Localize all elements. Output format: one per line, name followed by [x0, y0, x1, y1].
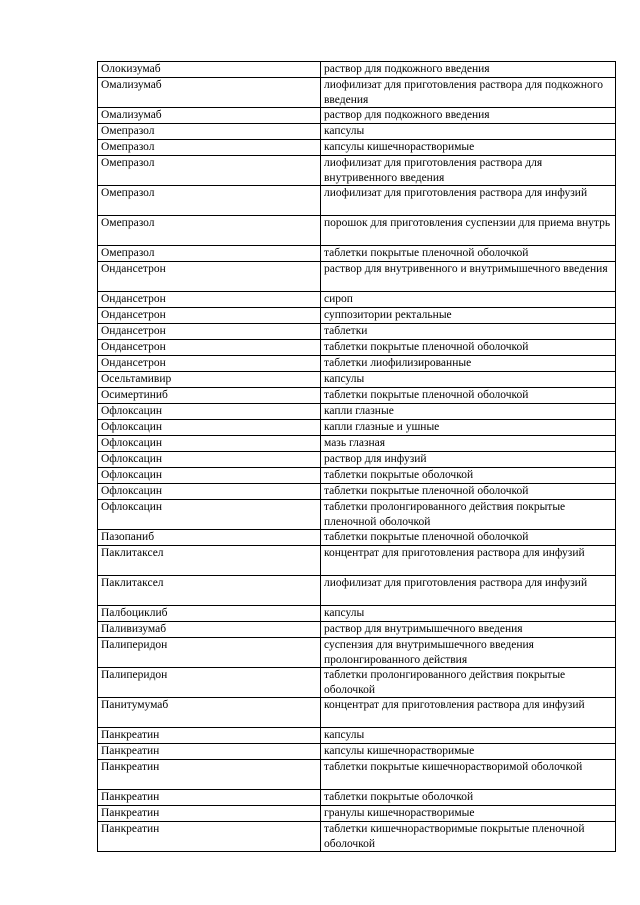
table-row — [98, 484, 616, 500]
drug-name-cell: Офлоксацин — [98, 484, 321, 500]
table-row — [98, 246, 616, 262]
dosage-form-cell: лиофилизат для приготовления раствора для инфузий — [321, 186, 616, 216]
dosage-form-cell: таблетки пролонгированного действия покрытые пленочной оболочкой — [321, 500, 616, 530]
drug-name-cell: Пазопаниб — [98, 530, 321, 546]
dosage-form-cell: таблетки покрытые оболочкой — [321, 790, 616, 806]
dosage-form-cell: раствор для внутримышечного введения — [321, 622, 616, 638]
drug-name-cell: Омепразол — [98, 140, 321, 156]
dosage-form-cell: лиофилизат для приготовления раствора для инфузий — [321, 576, 616, 606]
drug-name-cell: Омализумаб — [98, 108, 321, 124]
dosage-form-cell: таблетки покрытые пленочной оболочкой — [321, 530, 616, 546]
dosage-form-cell: раствор для инфузий — [321, 452, 616, 468]
table-row — [98, 790, 616, 806]
table-row — [98, 216, 616, 246]
table-row — [98, 372, 616, 388]
drug-forms-table — [97, 61, 616, 852]
dosage-form-cell: концентрат для приготовления раствора для инфузий — [321, 546, 616, 576]
drug-name-cell: Осимертиниб — [98, 388, 321, 404]
drug-name-cell: Панкреатин — [98, 806, 321, 822]
drug-name-cell: Омализумаб — [98, 78, 321, 108]
drug-name-cell: Панкреатин — [98, 822, 321, 852]
table-row — [98, 156, 616, 186]
table-row — [98, 546, 616, 576]
table-row — [98, 452, 616, 468]
table-row — [98, 698, 616, 728]
drug-name-cell: Палиперидон — [98, 638, 321, 668]
drug-name-cell: Ондансетрон — [98, 356, 321, 372]
table-row — [98, 622, 616, 638]
drug-name-cell: Палбоциклиб — [98, 606, 321, 622]
dosage-form-cell: капли глазные — [321, 404, 616, 420]
drug-name-cell: Панитумумаб — [98, 698, 321, 728]
dosage-form-cell: таблетки покрытые пленочной оболочкой — [321, 388, 616, 404]
dosage-form-cell: капсулы — [321, 728, 616, 744]
dosage-form-cell: таблетки пролонгированного действия покрытые оболочкой — [321, 668, 616, 698]
drug-name-cell: Офлоксацин — [98, 420, 321, 436]
drug-name-cell: Ондансетрон — [98, 324, 321, 340]
table-row — [98, 356, 616, 372]
drug-name-cell: Паклитаксел — [98, 576, 321, 606]
table-row — [98, 728, 616, 744]
drug-name-cell: Осельтамивир — [98, 372, 321, 388]
drug-name-cell: Панкреатин — [98, 790, 321, 806]
drug-name-cell: Омепразол — [98, 186, 321, 216]
dosage-form-cell: капсулы — [321, 606, 616, 622]
dosage-form-cell: капли глазные и ушные — [321, 420, 616, 436]
table-row — [98, 606, 616, 622]
table-row — [98, 436, 616, 452]
drug-name-cell: Офлоксацин — [98, 452, 321, 468]
dosage-form-cell: таблетки покрытые пленочной оболочкой — [321, 340, 616, 356]
table-row — [98, 186, 616, 216]
table-row — [98, 324, 616, 340]
dosage-form-cell: концентрат для приготовления раствора для инфузий — [321, 698, 616, 728]
dosage-form-cell: лиофилизат для приготовления раствора для подкожного введения — [321, 78, 616, 108]
table-row — [98, 78, 616, 108]
dosage-form-cell: раствор для подкожного введения — [321, 108, 616, 124]
drug-name-cell: Омепразол — [98, 216, 321, 246]
dosage-form-cell: таблетки лиофилизированные — [321, 356, 616, 372]
dosage-form-cell: таблетки — [321, 324, 616, 340]
dosage-form-cell: таблетки покрытые пленочной оболочкой — [321, 246, 616, 262]
table-row — [98, 638, 616, 668]
table-row — [98, 308, 616, 324]
drug-name-cell: Ондансетрон — [98, 262, 321, 292]
dosage-form-cell: капсулы кишечнорастворимые — [321, 744, 616, 760]
table-row — [98, 668, 616, 698]
drug-name-cell: Омепразол — [98, 156, 321, 186]
table-row — [98, 806, 616, 822]
dosage-form-cell: лиофилизат для приготовления раствора для внутривенного введения — [321, 156, 616, 186]
dosage-form-cell: таблетки покрытые пленочной оболочкой — [321, 484, 616, 500]
dosage-form-cell: сироп — [321, 292, 616, 308]
table-row — [98, 340, 616, 356]
dosage-form-cell: таблетки покрытые оболочкой — [321, 468, 616, 484]
drug-name-cell: Палиперидон — [98, 668, 321, 698]
drug-name-cell: Панкреатин — [98, 744, 321, 760]
dosage-form-cell: суспензия для внутримышечного введения пролонгированного действия — [321, 638, 616, 668]
table-row — [98, 468, 616, 484]
table-row — [98, 262, 616, 292]
table-row — [98, 404, 616, 420]
drug-name-cell: Омепразол — [98, 246, 321, 262]
drug-name-cell: Ондансетрон — [98, 340, 321, 356]
table-row — [98, 140, 616, 156]
dosage-form-cell: порошок для приготовления суспензии для приема внутрь — [321, 216, 616, 246]
drug-name-cell: Офлоксацин — [98, 500, 321, 530]
drug-name-cell: Панкреатин — [98, 760, 321, 790]
table-row — [98, 388, 616, 404]
dosage-form-cell: таблетки покрытые кишечнорастворимой оболочкой — [321, 760, 616, 790]
table-row — [98, 420, 616, 436]
table-row — [98, 530, 616, 546]
table-row — [98, 62, 616, 78]
table-row — [98, 760, 616, 790]
dosage-form-cell: таблетки кишечнорастворимые покрытые пленочной оболочкой — [321, 822, 616, 852]
drug-name-cell: Ондансетрон — [98, 292, 321, 308]
drug-name-cell: Офлоксацин — [98, 468, 321, 484]
drug-name-cell: Паклитаксел — [98, 546, 321, 576]
dosage-form-cell: суппозитории ректальные — [321, 308, 616, 324]
drug-name-cell: Панкреатин — [98, 728, 321, 744]
dosage-form-cell: мазь глазная — [321, 436, 616, 452]
dosage-form-cell: гранулы кишечнорастворимые — [321, 806, 616, 822]
drug-name-cell: Омепразол — [98, 124, 321, 140]
table-row — [98, 500, 616, 530]
table-body — [98, 62, 616, 852]
drug-name-cell: Ондансетрон — [98, 308, 321, 324]
dosage-form-cell: раствор для подкожного введения — [321, 62, 616, 78]
table-row — [98, 292, 616, 308]
drug-name-cell: Паливизумаб — [98, 622, 321, 638]
dosage-form-cell: капсулы кишечнорастворимые — [321, 140, 616, 156]
table-row — [98, 744, 616, 760]
table-row — [98, 108, 616, 124]
dosage-form-cell: капсулы — [321, 124, 616, 140]
drug-name-cell: Офлоксацин — [98, 404, 321, 420]
table-row — [98, 124, 616, 140]
table-row — [98, 822, 616, 852]
drug-name-cell: Офлоксацин — [98, 436, 321, 452]
dosage-form-cell: раствор для внутривенного и внутримышечного введения — [321, 262, 616, 292]
table-row — [98, 576, 616, 606]
dosage-form-cell: капсулы — [321, 372, 616, 388]
drug-name-cell: Олокизумаб — [98, 62, 321, 78]
